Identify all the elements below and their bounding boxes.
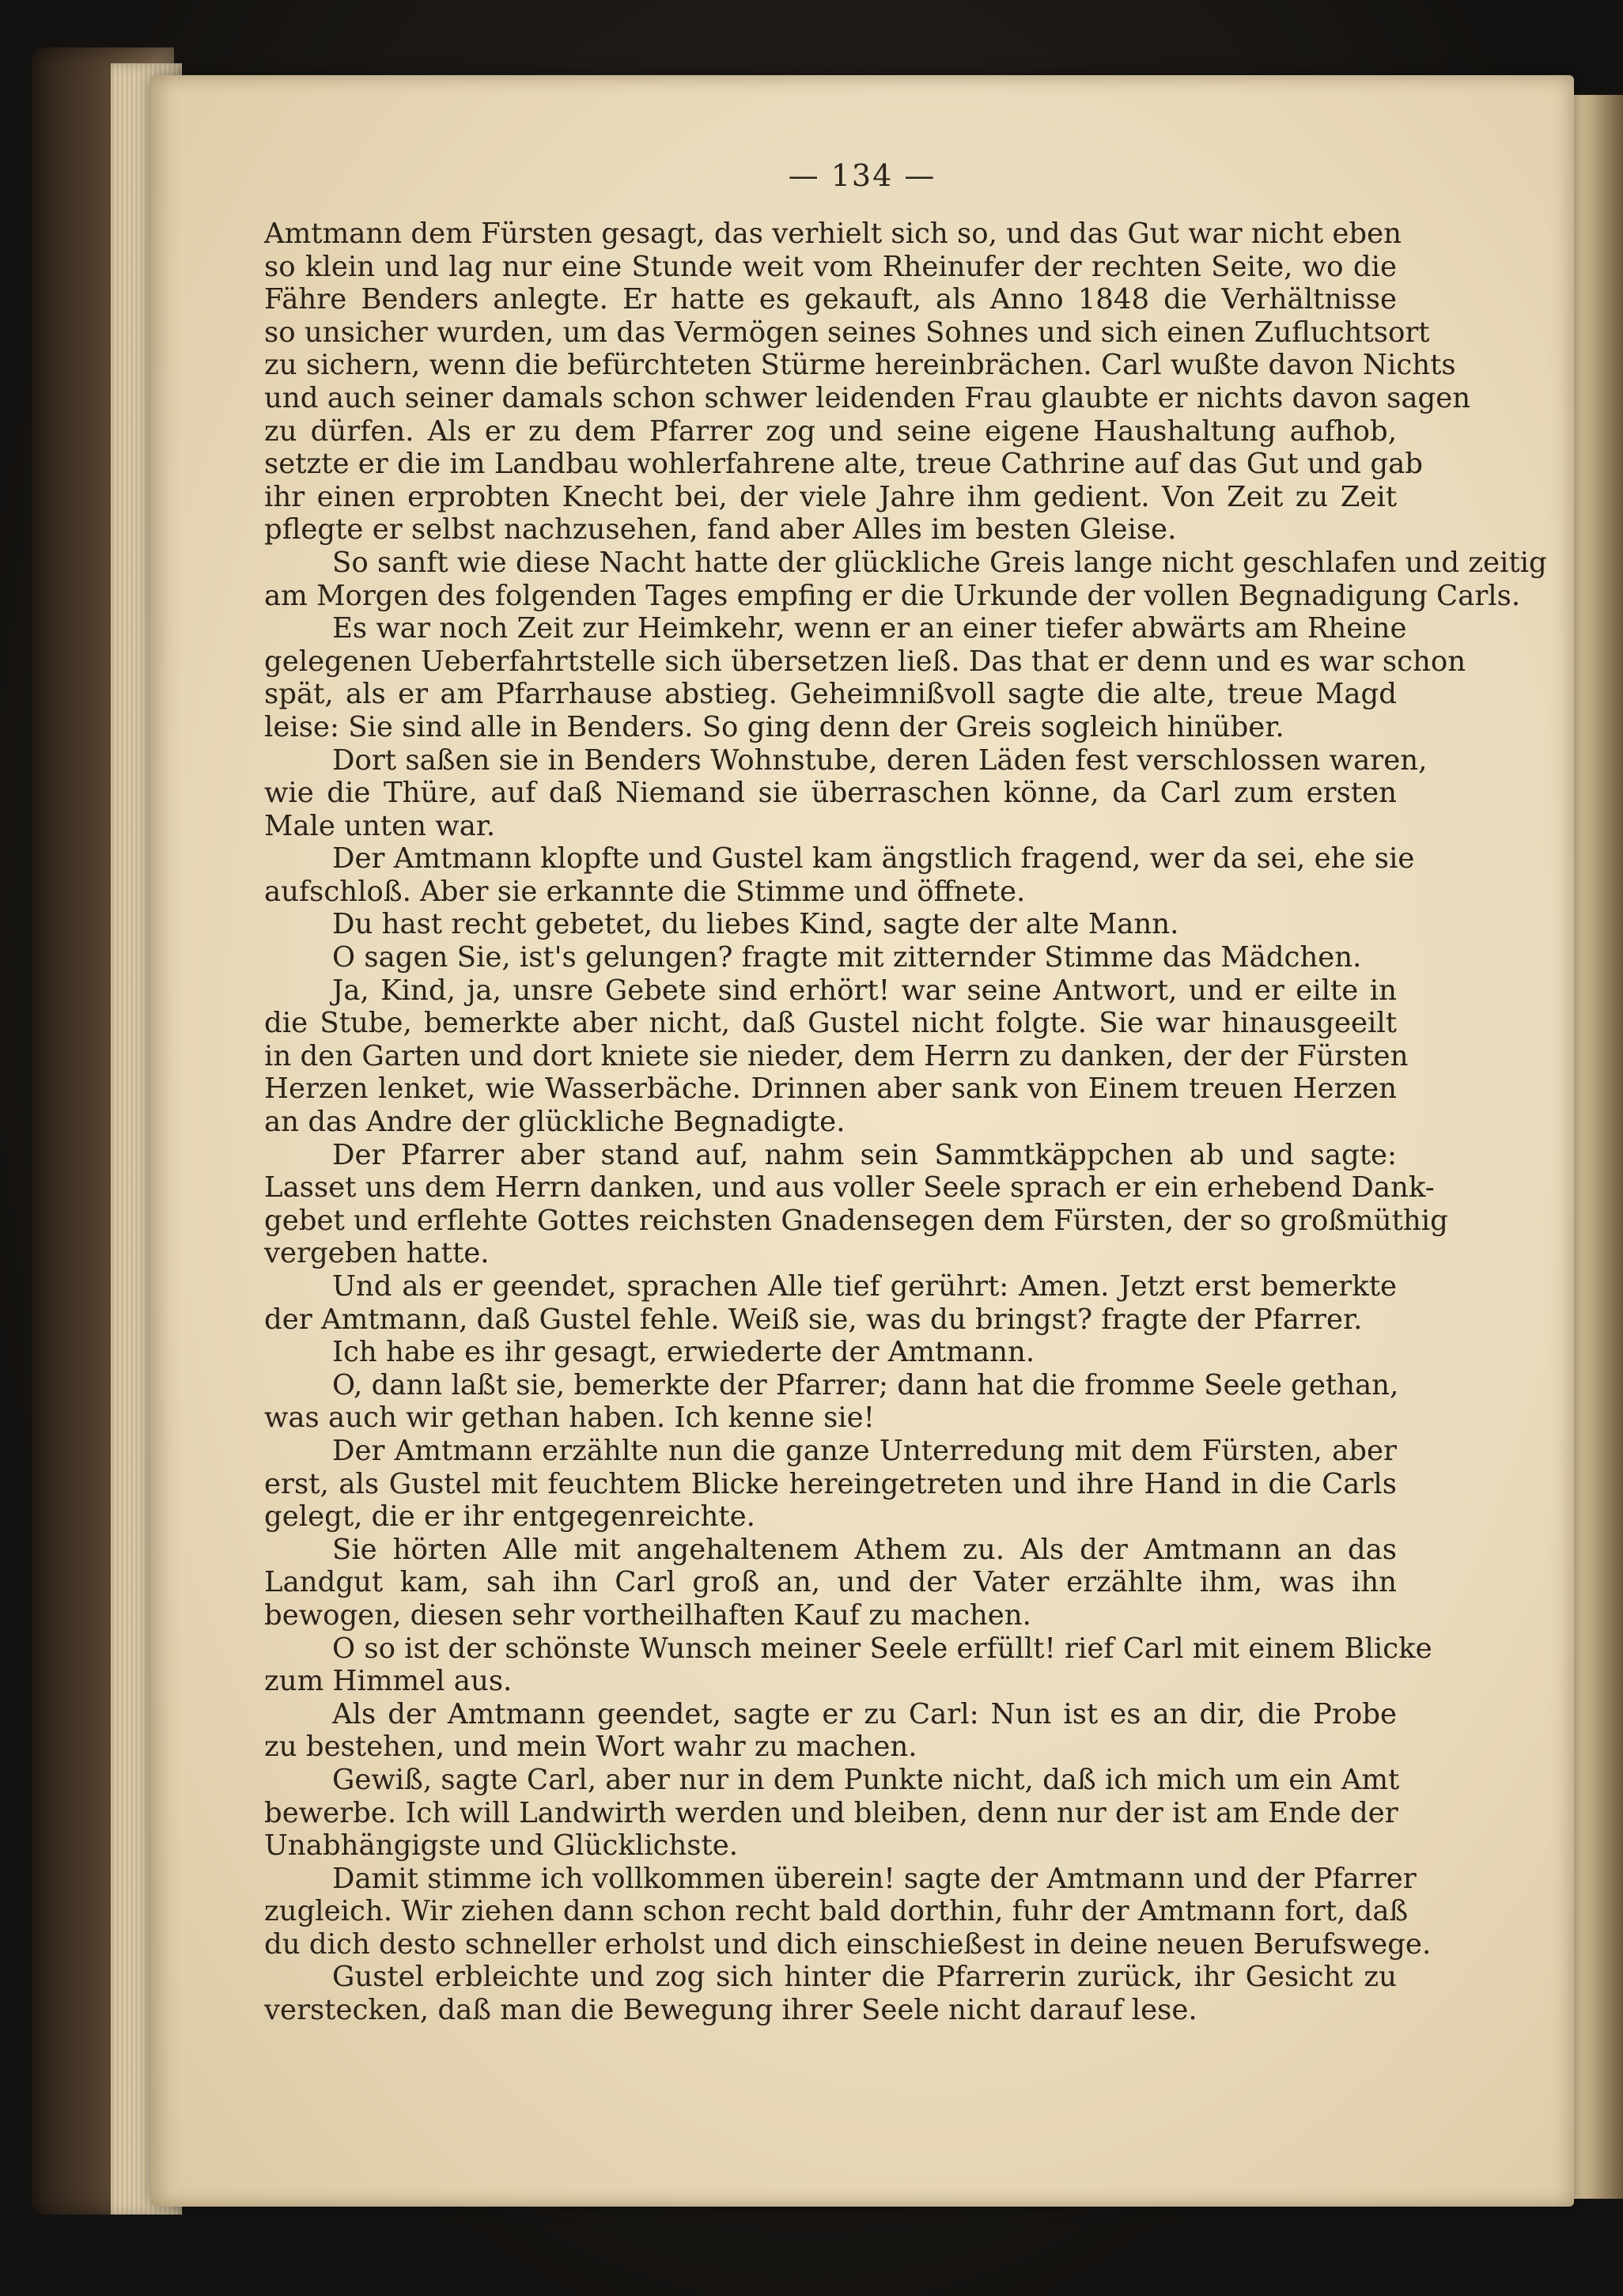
text-line: Es war noch Zeit zur Heimkehr, wenn er an einer tiefer abwärts am Rheine (332, 612, 1407, 645)
text-line: Male unten war. (264, 809, 496, 842)
text-line: Der Amtmann erzählte nun die ganze Unterredung mit dem Fürsten, aber (332, 1434, 1397, 1467)
text-line: zu dürfen. Als er zu dem Pfarrer zog und seine eigene Haushaltung aufhob, (264, 414, 1397, 448)
text-line: zu sichern, wenn die befürchteten Stürme hereinbrächen. Carl wußte davon Nichts (264, 349, 1456, 382)
text-line: gebet und erflehte Gottes reichsten Gnadensegen dem Fürsten, der so großmüthig (264, 1204, 1448, 1237)
text-line: leise: Sie sind alle in Benders. So ging denn der Greis sogleich hinüber. (264, 710, 1284, 743)
text-line: so unsicher wurden, um das Vermögen seines Sohnes und sich einen Zufluchtsort (264, 316, 1430, 349)
text-line: zum Himmel aus. (264, 1665, 513, 1698)
text-line: erst, als Gustel mit feuchtem Blicke hereingetreten und ihre Hand in die Carls (264, 1467, 1397, 1500)
text-line: und auch seiner damals schon schwer leidenden Frau glaubte er nichts davon sagen (264, 381, 1471, 414)
text-line: Ich habe es ihr gesagt, erwiederte der Amtmann. (332, 1336, 1035, 1369)
text-line: so klein und lag nur eine Stunde weit vom Rheinufer der rechten Seite, wo die (264, 250, 1397, 283)
text-line: der Amtmann, daß Gustel fehle. Weiß sie, was du bringst? fragte der Pfarrer. (264, 1303, 1363, 1336)
text-line: Landgut kam, sah ihn Carl groß an, und der Vater erzählte ihm, was ihn (264, 1566, 1397, 1599)
book-page (150, 75, 1574, 2207)
text-line: Sie hörten Alle mit angehaltenem Athem zu. Als der Amtmann an das (332, 1533, 1397, 1566)
text-line: bewerbe. Ich will Landwirth werden und bleiben, denn nur der ist am Ende der (264, 1796, 1398, 1829)
text-line: Der Pfarrer aber stand auf, nahm sein Sammtkäppchen ab und sagte: (332, 1138, 1397, 1171)
text-line: bewogen, diesen sehr vortheilhaften Kauf zu machen. (264, 1598, 1031, 1632)
text-line: Lasset uns dem Herrn danken, und aus voller Seele sprach er ein erhebend Dank- (264, 1171, 1435, 1205)
text-line: Dort saßen sie in Benders Wohnstube, deren Läden fest verschlossen waren, (332, 743, 1428, 777)
text-line: O, dann laßt sie, bemerkte der Pfarrer; dann hat die fromme Seele gethan, (332, 1368, 1399, 1401)
text-line: Gewiß, sagte Carl, aber nur in dem Punkte nicht, daß ich mich um ein Amt (332, 1763, 1400, 1796)
text-line: an das Andre der glückliche Begnadigte. (264, 1106, 846, 1139)
text-line: Fähre Benders anlegte. Er hatte es gekauft, als Anno 1848 die Verhältnisse (264, 283, 1397, 316)
text-line: zugleich. Wir ziehen dann schon recht bald dorthin, fuhr der Amtmann fort, daß (264, 1895, 1409, 1928)
text-line: O sagen Sie, ist's gelungen? fragte mit zitternder Stimme das Mädchen. (332, 941, 1362, 974)
text-line: was auch wir gethan haben. Ich kenne sie! (264, 1401, 875, 1435)
text-line: aufschloß. Aber sie erkannte die Stimme und öffnete. (264, 875, 1026, 908)
body-text (264, 217, 1547, 2027)
text-line: in den Garten und dort kniete sie nieder, dem Herrn zu danken, der der Fürsten (264, 1039, 1409, 1072)
text-line: Unabhängigste und Glücklichste. (264, 1829, 739, 1863)
text-line: Ja, Kind, ja, unsre Gebete sind erhört! war seine Antwort, und er eilte in (332, 974, 1397, 1007)
text-line: gelegt, die er ihr entgegenreichte. (264, 1500, 755, 1534)
text-line: Gustel erbleichte und zog sich hinter die Pfarrerin zurück, ihr Gesicht zu (332, 1961, 1397, 1994)
text-line: pflegte er selbst nachzusehen, fand aber Alles im besten Gleise. (264, 513, 1177, 547)
text-line: zu bestehen, und mein Wort wahr zu machen. (264, 1731, 917, 1764)
text-line: Der Amtmann klopfte und Gustel kam ängstlich fragend, wer da sei, ehe sie (332, 842, 1415, 876)
text-line: verstecken, daß man die Bewegung ihrer Seele nicht darauf lese. (264, 1994, 1197, 2027)
text-line: O so ist der schönste Wunsch meiner Seele erfüllt! rief Carl mit einem Blicke (332, 1632, 1432, 1665)
text-line: am Morgen des folgenden Tages empfing er die Urkunde der vollen Begnadigung Carls. (264, 579, 1521, 612)
text-line: gelegenen Ueberfahrtstelle sich übersetzen ließ. Das that er denn und es war schon (264, 645, 1466, 678)
text-line: spät, als er am Pfarrhause abstieg. Geheimnißvoll sagte die alte, treue Magd (264, 678, 1397, 711)
text-line: Amtmann dem Fürsten gesagt, das verhielt sich so, und das Gut war nicht eben (264, 217, 1402, 250)
text-line: vergeben hatte. (264, 1237, 490, 1270)
text-line: Du hast recht gebetet, du liebes Kind, sagte der alte Mann. (332, 908, 1179, 941)
text-line: du dich desto schneller erholst und dich einschießest in deine neuen Berufswege. (264, 1927, 1432, 1961)
text-line: Und als er geendet, sprachen Alle tief gerührt: Amen. Jetzt erst bemerkte (332, 1270, 1397, 1303)
text-line: Herzen lenket, wie Wasserbäche. Drinnen aber sank von Einem treuen Herzen (264, 1072, 1397, 1106)
page-number: — 134 — (788, 158, 936, 193)
text-line: wie die Thüre, auf daß Niemand sie überraschen könne, da Carl zum ersten (264, 777, 1397, 810)
text-line: ihr einen erprobten Knecht bei, der viele Jahre ihm gedient. Von Zeit zu Zeit (264, 480, 1397, 513)
text-line: die Stube, bemerkte aber nicht, daß Gustel nicht folgte. Sie war hinausgeeilt (264, 1007, 1397, 1040)
text-line: Als der Amtmann geendet, sagte er zu Carl: Nun ist es an dir, die Probe (332, 1697, 1397, 1731)
text-line: Damit stimme ich vollkommen überein! sagte der Amtmann und der Pfarrer (332, 1862, 1417, 1895)
text-line: setzte er die im Landbau wohlerfahrene alte, treue Cathrine auf das Gut und gab (264, 448, 1423, 481)
text-line: So sanft wie diese Nacht hatte der glückliche Greis lange nicht geschlafen und zeitig (332, 546, 1547, 579)
